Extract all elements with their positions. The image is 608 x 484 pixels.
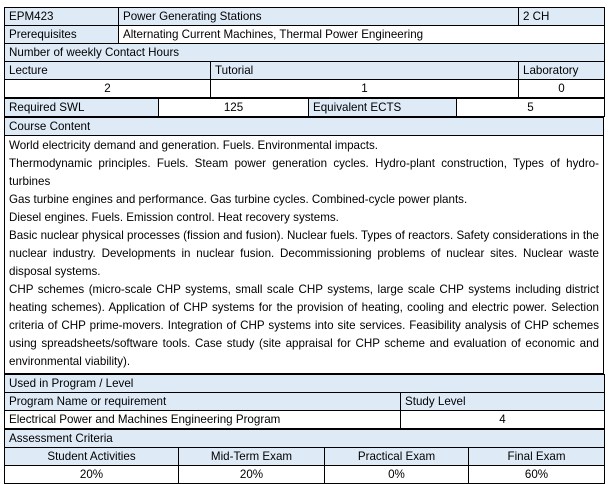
student-activities-weight: 20%	[5, 466, 179, 484]
contact-hours-heading-row	[5, 44, 605, 62]
content-paragraph: Diesel engines. Fuels. Emission control. Heat recovery systems.	[9, 211, 339, 224]
course-content-heading: Course Content	[5, 118, 604, 136]
assessment-values-row	[5, 466, 605, 484]
course-content-body	[5, 136, 604, 374]
final-exam-weight: 60%	[469, 466, 605, 484]
required-swl-value: 125	[159, 99, 309, 117]
content-paragraph: Gas turbine engines and performance. Gas turbine cycles. Combined-cycle power plants.	[9, 193, 468, 206]
tutorial-hours: 1	[211, 80, 519, 98]
mid-term-exam-label: Mid-Term Exam	[179, 448, 325, 466]
lecture-label: Lecture	[5, 62, 211, 80]
content-paragraph: Thermodynamic principles. Fuels. Steam power generation cycles. Hydro-plant construction, Types of hydro-turbines	[9, 157, 599, 188]
contact-hours-values-row	[5, 80, 605, 98]
program-name: Electrical Power and Machines Engineering Program	[5, 411, 401, 429]
practical-exam-label: Practical Exam	[325, 448, 469, 466]
course-title: Power Generating Stations	[119, 8, 519, 26]
assessment-heading-row	[5, 430, 605, 448]
mid-term-exam-weight: 20%	[179, 466, 325, 484]
course-code: EPM423	[5, 8, 119, 26]
program-heading-row	[5, 375, 605, 393]
tutorial-label: Tutorial	[211, 62, 519, 80]
equivalent-ects-value: 5	[457, 99, 605, 117]
required-swl-label: Required SWL	[5, 99, 159, 117]
content-paragraph: World electricity demand and generation. Fuels. Environmental impacts.	[9, 139, 379, 152]
content-paragraph: CHP schemes (micro-scale CHP systems, small scale CHP systems, large scale CHP systems including district heating schemes). Application of CHP systems for the provision of heating, cooling and electric power. Selection criteria of CHP prime-movers. Integration of CHP systems into site services. Feasibility analysis of CHP schemes using spreadsheets/software tools. Case study (site appraisal for CHP scheme and evaluation of economic and environmental viability).	[9, 283, 599, 368]
program-values-row	[5, 411, 605, 429]
course-content-row	[5, 136, 604, 374]
student-activities-label: Student Activities	[5, 448, 179, 466]
laboratory-hours: 0	[519, 80, 605, 98]
study-level-label: Study Level	[401, 393, 605, 411]
course-content-heading-row	[5, 118, 604, 136]
assessment-heading: Assessment Criteria	[5, 430, 605, 448]
course-specification-table	[4, 7, 604, 484]
program-labels-row	[5, 393, 605, 411]
laboratory-label: Laboratory	[519, 62, 605, 80]
program-name-label: Program Name or requirement	[5, 393, 401, 411]
course-header-row	[5, 8, 605, 26]
content-paragraph: Basic nuclear physical processes (fission and fusion). Nuclear fuels. Types of reactors. Safety considerations in the nuclear industry. Developments in nuclear fusion. Decommissioning problems of nuclear sites. Nuclear waste disposal systems.	[9, 229, 599, 278]
study-level: 4	[401, 411, 605, 429]
lecture-hours: 2	[5, 80, 211, 98]
prerequisites-row	[5, 26, 605, 44]
program-heading: Used in Program / Level	[5, 375, 605, 393]
contact-hours-heading: Number of weekly Contact Hours	[5, 44, 605, 62]
contact-hours-labels-row	[5, 62, 605, 80]
final-exam-label: Final Exam	[469, 448, 605, 466]
equivalent-ects-label: Equivalent ECTS	[309, 99, 457, 117]
swl-row	[5, 99, 605, 117]
practical-exam-weight: 0%	[325, 466, 469, 484]
prerequisites-label: Prerequisites	[5, 26, 119, 44]
assessment-labels-row	[5, 448, 605, 466]
prerequisites-value: Alternating Current Machines, Thermal Power Engineering	[119, 26, 605, 44]
credit-hours: 2 CH	[519, 8, 605, 26]
